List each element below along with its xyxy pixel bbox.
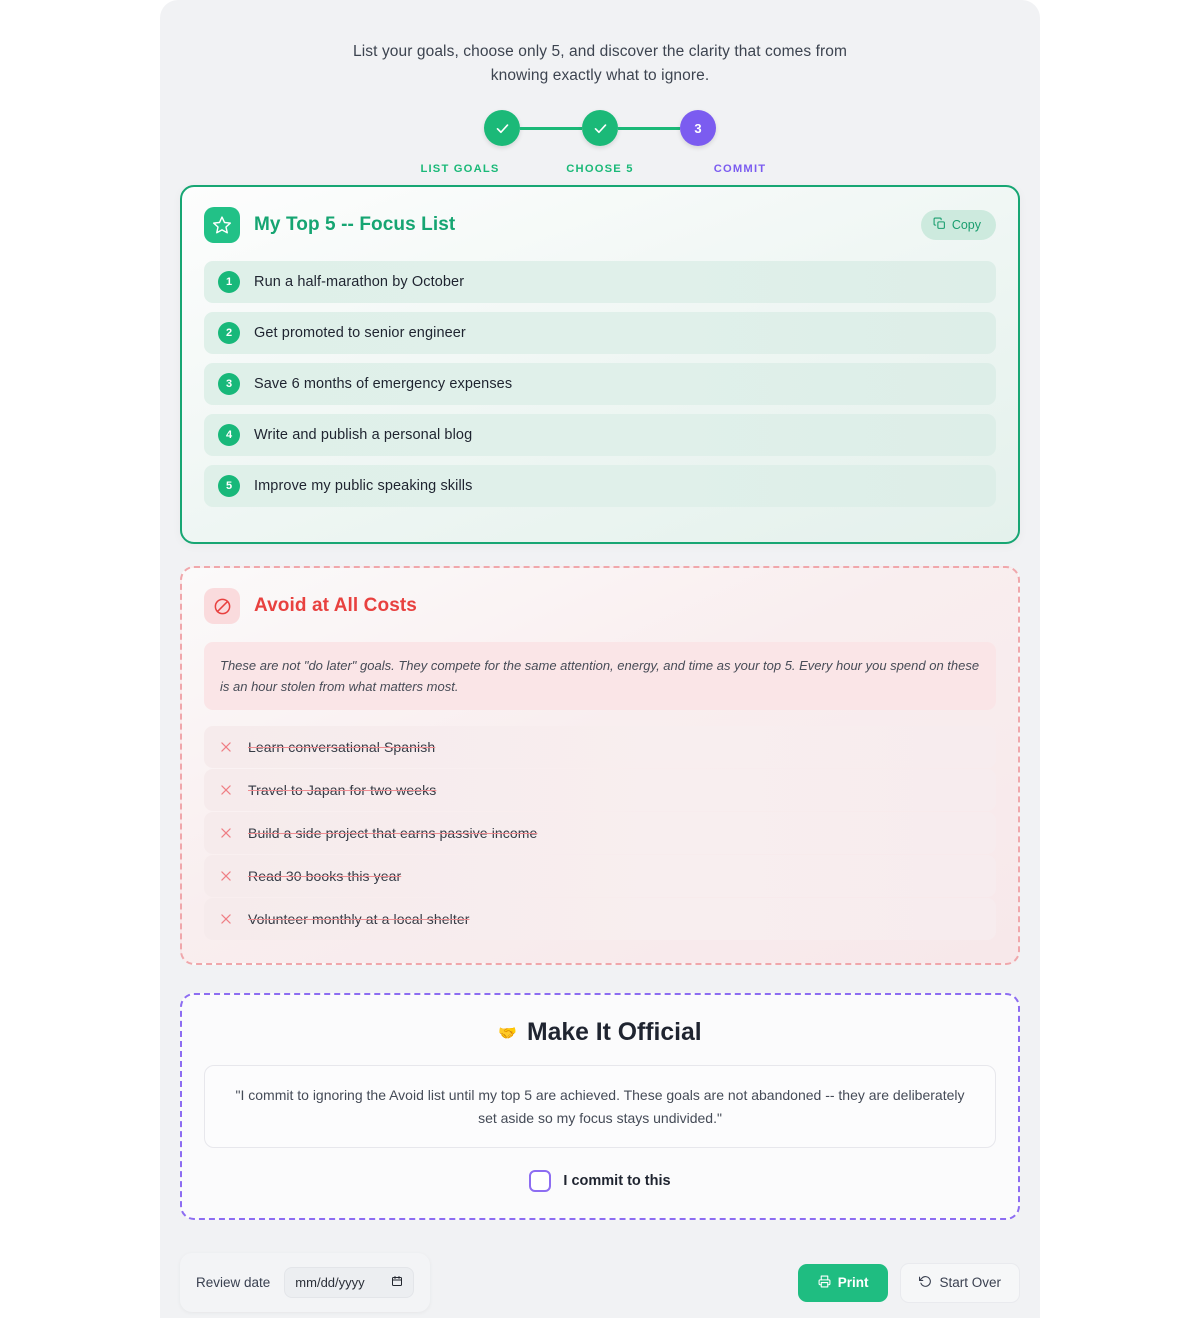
close-icon [218,782,234,798]
review-date-input[interactable] [284,1267,413,1298]
step-dot-choose-5[interactable] [582,110,618,146]
goal-text: Save 6 months of emergency expenses [254,376,513,393]
commit-checkbox[interactable] [529,1170,551,1192]
goal-text: Get promoted to senior engineer [254,325,466,342]
step-label-choose-5: CHOOSE 5 [566,163,634,176]
avoid-title: Avoid at All Costs [254,595,417,617]
review-date-label: Review date [196,1275,271,1291]
top-5-card [180,185,1020,544]
start-over-button-label: Start Over [939,1275,1001,1291]
avoid-item-text: Read 30 books this year [248,868,402,885]
commit-card [180,993,1020,1220]
check-icon [495,121,510,136]
goal-row[interactable] [204,465,996,507]
review-date-value: mm/dd/yyyy [295,1275,365,1291]
close-icon [218,911,234,927]
top-5-card-header [204,207,996,243]
commit-quote-text: "I commit to ignoring the Avoid list until my top 5 are achieved. These goals are not abandoned -- they are deliberately set aside so my focus stays undivided." [204,1065,996,1148]
top-5-title: My Top 5 -- Focus List [254,214,456,236]
avoid-item-text: Learn conversational Spanish [248,739,436,756]
step-label-list-goals: LIST GOALS [420,163,500,176]
goal-number: 2 [218,322,240,344]
close-icon [218,868,234,884]
stepper-track [390,110,810,146]
avoid-row[interactable] [204,812,996,854]
goal-text: Write and publish a personal blog [254,427,473,444]
goal-row[interactable] [204,261,996,303]
close-icon [218,825,234,841]
avoid-card-header [204,588,996,624]
commit-card-header [204,1019,996,1047]
app-viewport [160,0,1040,1318]
avoid-row[interactable] [204,855,996,897]
goal-number: 1 [218,271,240,293]
copy-icon [933,217,946,233]
step-number: 3 [694,120,702,136]
page-intro-text: List your goals, choose only 5, and discover the clarity that comes from knowing exactly what to ignore. [353,43,847,85]
goal-row[interactable] [204,414,996,456]
avoid-item-text: Build a side project that earns passive income [248,825,538,842]
bottom-action-bar [180,1248,1020,1318]
print-button-label: Print [837,1275,869,1291]
goal-text: Run a half-marathon by October [254,274,465,291]
no-entry-icon [204,588,240,624]
goal-row[interactable] [204,312,996,354]
goal-number: 5 [218,475,240,497]
avoid-card [180,566,1020,965]
progress-stepper [390,110,810,175]
avoid-row[interactable] [204,769,996,811]
step-connector-1 [520,127,582,130]
handshake-icon: 🤝 [498,1024,517,1042]
avoid-note-text: These are not "do later" goals. They compete for the same attention, energy, and time as your top 5. Every hour you spend on these is an hour stolen from what matters most. [204,642,996,710]
goal-row[interactable] [204,363,996,405]
copy-button-label: Copy [951,218,981,233]
printer-icon [818,1275,831,1291]
star-icon [204,207,240,243]
calendar-icon[interactable] [391,1275,403,1290]
commit-checkbox-row[interactable] [204,1170,996,1192]
refresh-icon [919,1275,932,1291]
avoid-item-text: Travel to Japan for two weeks [248,782,437,799]
avoid-item-text: Volunteer monthly at a local shelter [248,911,470,928]
close-icon [218,739,234,755]
step-connector-2 [618,127,680,130]
review-date-card [180,1253,430,1312]
check-icon [593,121,608,136]
avoid-row[interactable] [204,898,996,940]
stepper-labels [390,163,810,175]
start-over-button[interactable] [900,1263,1020,1303]
goal-number: 4 [218,424,240,446]
avoid-row[interactable] [204,726,996,768]
print-button[interactable] [798,1264,889,1302]
step-dot-commit[interactable] [680,110,716,146]
goal-text: Improve my public speaking skills [254,478,473,495]
copy-button[interactable] [921,210,996,240]
goal-number: 3 [218,373,240,395]
commit-title: Make It Official [527,1019,702,1047]
step-dot-list-goals[interactable] [484,110,520,146]
commit-checkbox-label: I commit to this [563,1172,671,1189]
step-label-commit: COMMIT [713,163,767,176]
